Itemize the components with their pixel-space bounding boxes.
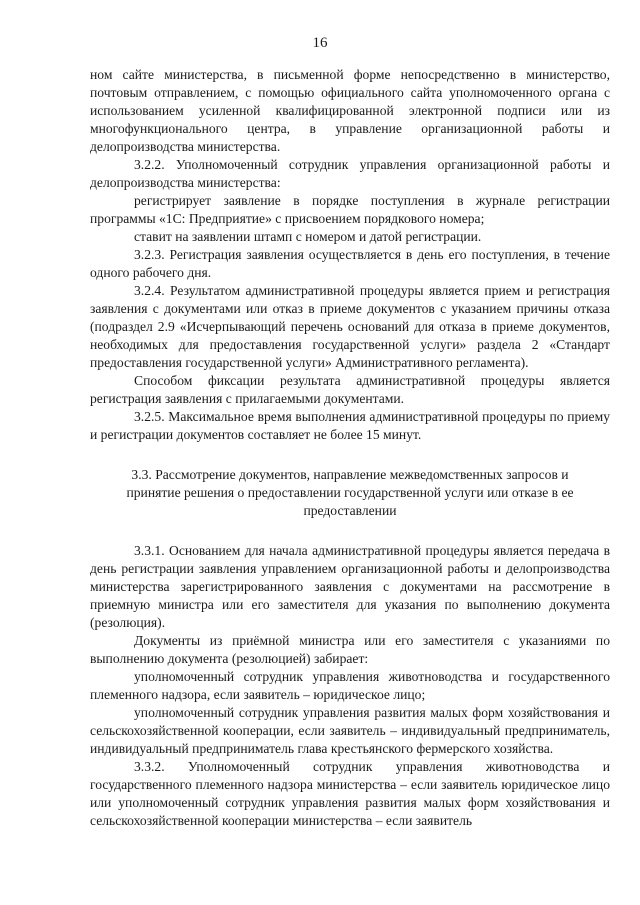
paragraph-3-2-5: 3.2.5. Максимальное время выполнения административной процедуры по приему и регистрации документов составляет не более 15 минут. (90, 409, 610, 442)
paragraph-3-2-4: 3.2.4. Результатом административной процедуры является прием и регистрация заявления с документами или отказ в приеме документов с указанием причины отказа (подраздел 2.9 «Исчерпывающий перечень оснований для отказа в приеме документов, необходимых для предоставления государственной услуги» раздела 2 «Стандарт предоставления государственной услуги» Административного регламента). (90, 283, 610, 370)
paragraph-3-3-2: 3.3.2. Уполномоченный сотрудник управления животноводства и государственного племенного надзора министерства – если заявитель юридическое лицо или уполномоченный сотрудник управления развития малых форм хозяйствования и сельскохозяйственной кооперации министерства – если заявитель (90, 759, 610, 828)
page-number: 16 (312, 35, 328, 51)
paragraph-documents-pickup: Документы из приёмной министра или его заместителя с указаниями по выполнению документа (резолюцией) забирает: (90, 633, 610, 666)
paragraph-3-2-2: 3.2.2. Уполномоченный сотрудник управления организационной работы и делопроизводства министерства: (90, 157, 610, 190)
paragraph-fixation: Способом фиксации результата административной процедуры является регистрация заявления с прилагаемыми документами. (90, 373, 610, 406)
paragraph-3-2-3: 3.2.3. Регистрация заявления осуществляется в день его поступления, в течение одного рабочего дня. (90, 247, 610, 280)
paragraph-registers: регистрирует заявление в порядке поступления в журнале регистрации программы «1С: Предприятие» с присвоением порядкового номера; (90, 193, 610, 226)
section-heading-3-3: 3.3. Рассмотрение документов, направление межведомственных запросов и принятие решения о предоставлении государственной услуги или отказе в ее предоставлении (126, 467, 574, 518)
paragraph-livestock-officer: уполномоченный сотрудник управления животноводства и государственного племенного надзора, если заявитель – юридическое лицо; (90, 669, 610, 702)
paragraph-continuation: ном сайте министерства, в письменной форме непосредственно в министерство, почтовым отправлением, с помощью официального сайта уполномоченного органа с использованием усиленной квалифицированной электронной подписи или из многофункционального центра, в управление организационной работы и делопроизводства министерства. (90, 67, 610, 154)
paragraph-stamp: ставит на заявлении штамп с номером и датой регистрации. (134, 229, 482, 244)
document-body (90, 66, 610, 830)
paragraph-3-3-1: 3.3.1. Основанием для начала административной процедуры является передача в день регистрации заявления управлением организационной работы и делопроизводства министерства зарегистрированного заявления с документами на рассмотрение в приемную министра или его заместителя для указания по выполнению документа (резолюция). (90, 543, 610, 630)
paragraph-small-farms-officer: уполномоченный сотрудник управления развития малых форм хозяйствования и сельскохозяйственной кооперации, если заявитель – индивидуальный предприниматель, индивидуальный предприниматель глава крестьянского фермерского хозяйства. (90, 705, 610, 756)
